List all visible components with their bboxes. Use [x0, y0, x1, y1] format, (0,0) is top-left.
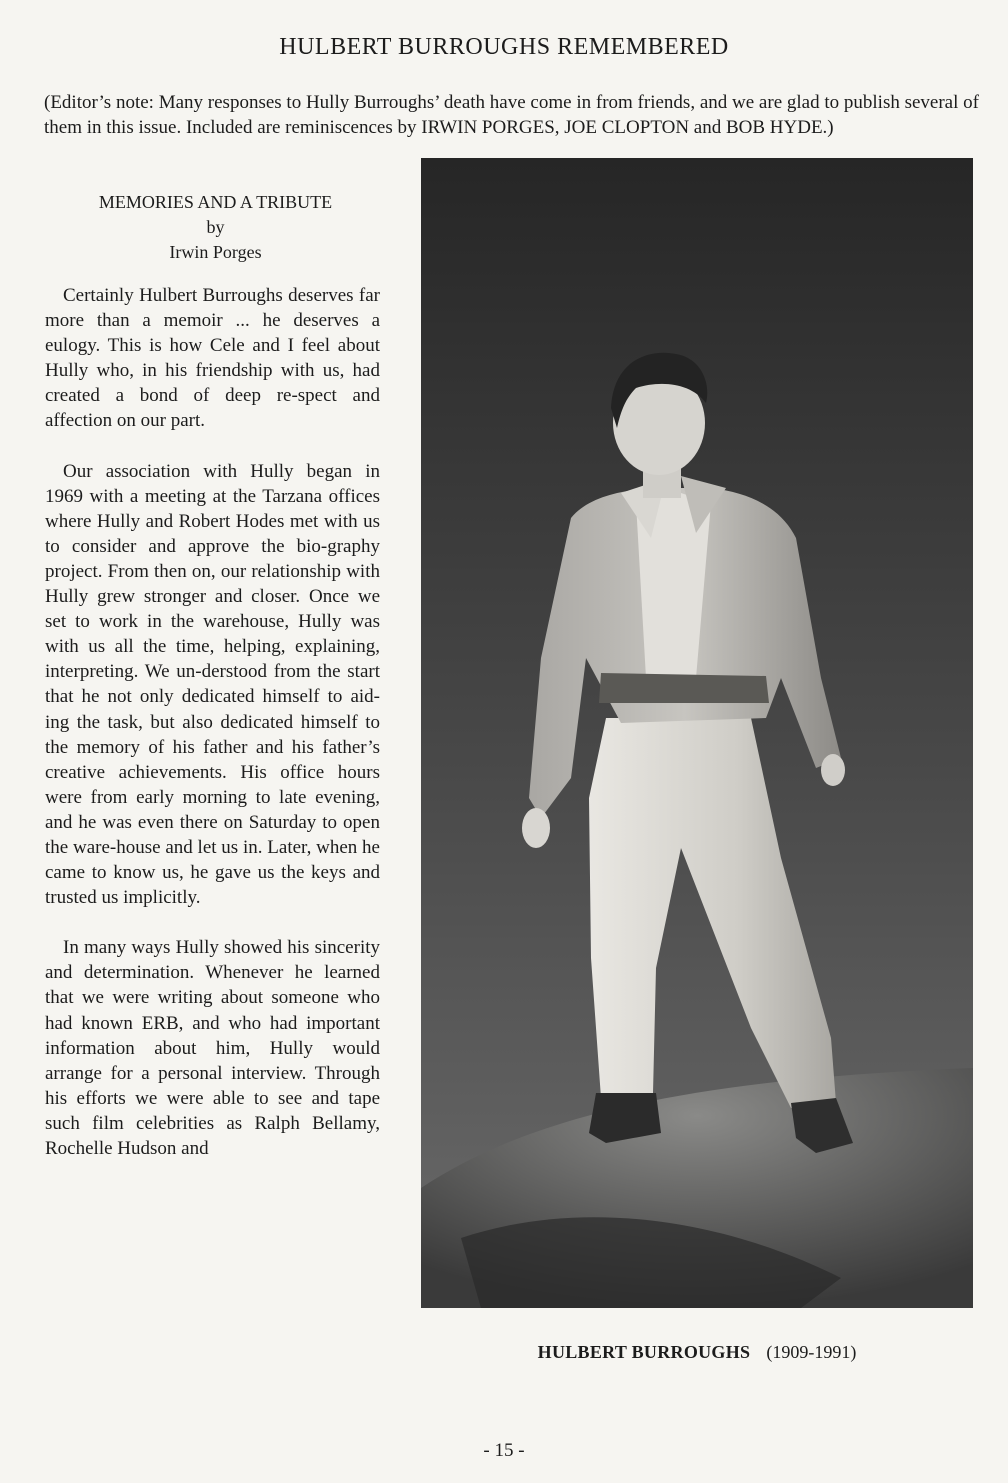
byline-by: by — [206, 217, 225, 237]
article-author: Irwin Porges — [169, 242, 262, 262]
page-title: HULBERT BURROUGHS REMEMBERED — [279, 34, 729, 60]
article-paragraph: Our association with Hully began in 1969 with a meeting at the Tarzana offices where Hully and Robert Hodes met with us to consider and approve the bio-graphy project. From then on, our relationship with Hully grew stronger and closer. Once we set to work in the warehouse, Hully was with us all the time, helping, explaining, interpreting. We un-derstood from the start that he not only dedicated himself to aid-ing the task, but also dedicated himself to the memory of his father and his father’s creative achievements. His office hours were from early morning to late evening, and he was even there on Saturday to open the ware-house and let us in. Later, when he came to know us, he gave us the keys and trusted us implicitly. — [45, 460, 380, 909]
article-heading — [45, 190, 380, 265]
caption-name: HULBERT BURROUGHS — [537, 1342, 751, 1362]
page-number: - 15 - — [483, 1440, 525, 1461]
editor-note: (Editor’s note: Many responses to Hully Burroughs’ death have come in from friends, and we are glad to publish several of them in this issue. Included are reminiscences by IRWIN PORGES, JOE CLOPTON and BOB HYDE.) — [44, 92, 979, 138]
portrait-image — [421, 158, 973, 1308]
article-title: MEMORIES AND A TRIBUTE — [98, 192, 333, 212]
caption-dates: (1909-1991) — [766, 1342, 857, 1362]
photo-caption — [421, 1342, 973, 1363]
article-paragraph: In many ways Hully showed his sincerity and determination. Whenever he learned that we were writing about someone who had known ERB, and who had important information about him, Hully would arrange for a personal interview. Through his efforts we were able to see and tape such film celebrities as Ralph Bellamy, Rochelle Hudson and — [45, 937, 380, 1159]
article-paragraph: Certainly Hulbert Burroughs deserves far more than a memoir ... he deserves a eulogy. This is how Cele and I feel about Hully who, in his friendship with us, had created a bond of deep re-spect and affection on our part. — [45, 285, 380, 432]
portrait-photo — [421, 158, 973, 1308]
article-column — [45, 190, 380, 1186]
